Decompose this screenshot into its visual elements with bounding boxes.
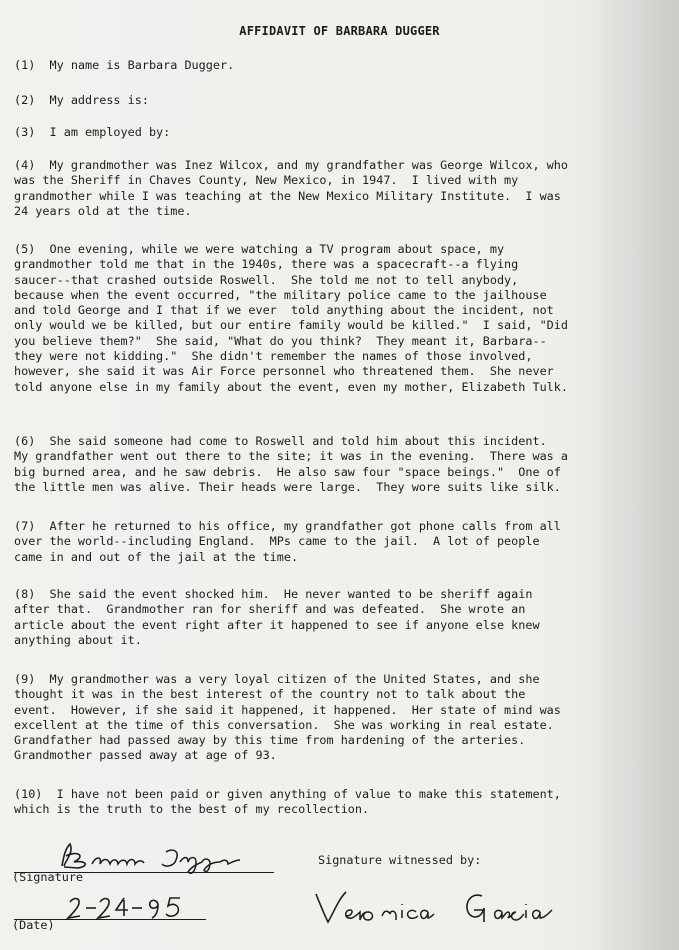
handwritten-witness-signature bbox=[312, 888, 572, 928]
handwritten-date bbox=[66, 894, 216, 920]
document-title: AFFIDAVIT OF BARBARA DUGGER bbox=[239, 24, 440, 38]
paragraph-10: (10) I have not been paid or given anything of value to make this statement, which is the truth to the best of my recollection. bbox=[14, 787, 561, 817]
signature-label: (Signature bbox=[12, 870, 84, 884]
paragraph-4: (4) My grandmother was Inez Wilcox, and my grandfather was George Wilcox, who was the Sheriff in Chaves County, New Mexico, in 1947. I lived with my grandmother while I was teaching at the New Mexico Military Institute. I was 24 years old at the time. bbox=[14, 158, 568, 218]
date-label: (Date) bbox=[12, 918, 55, 932]
paragraph-8: (8) She said the event shocked him. He never wanted to be sheriff again after that. Grandmother ran for sheriff and was defeated. She wrote an article about the event right after it happened to see if anyone else knew anything about it. bbox=[14, 587, 540, 647]
paragraph-6: (6) She said someone had come to Roswell and told him about this incident. My grandfather went out there to the site; it was in the evening. There was a big burned area, and he saw debris. He also saw four "space beings." One of the little men was alive. Their heads were large. They wore suits like silk. bbox=[14, 434, 568, 494]
paragraph-7: (7) After he returned to his office, my grandfather got phone calls from all over the world--including England. MPs came to the jail. A lot of people came in and out of the jail at the time. bbox=[14, 519, 561, 564]
paragraph-9: (9) My grandmother was a very loyal citizen of the United States, and she thought it was in the best interest of the country not to talk about the event. However, if she said it happened, it happened. Her state of mind was excellent at the time of this conversation. She was working in real estate. Grandfather had passed away by this time from hardening of the arteries. Grandmother passed away at age of 93. bbox=[14, 672, 561, 763]
paragraph-3: (3) I am employed by: bbox=[14, 125, 171, 139]
paragraph-1: (1) My name is Barbara Dugger. bbox=[14, 58, 235, 72]
handwritten-signature bbox=[56, 838, 276, 874]
paragraph-5: (5) One evening, while we were watching a TV program about space, my grandmother told me that in the 1940s, there was a spacecraft--a flying saucer--that crashed outside Roswell. She told me not to tell anybody, because when the event occurred, "the military police came to the jailhouse and told George and I that if we ever told anything about the incident, not only would we be killed, but our entire family would be killed." I said, "Did you believe them?" She said, "What do you think? They meant it, Barbara-- they were not kidding." She didn't remember the names of those involved, however, she said it was Air Force personnel who threatened them. She never told anyone else in my family about the event, even my mother, Elizabeth Tulk. bbox=[14, 242, 568, 394]
paragraph-2: (2) My address is: bbox=[14, 93, 149, 107]
witnessed-by-label: Signature witnessed by: bbox=[318, 853, 482, 867]
